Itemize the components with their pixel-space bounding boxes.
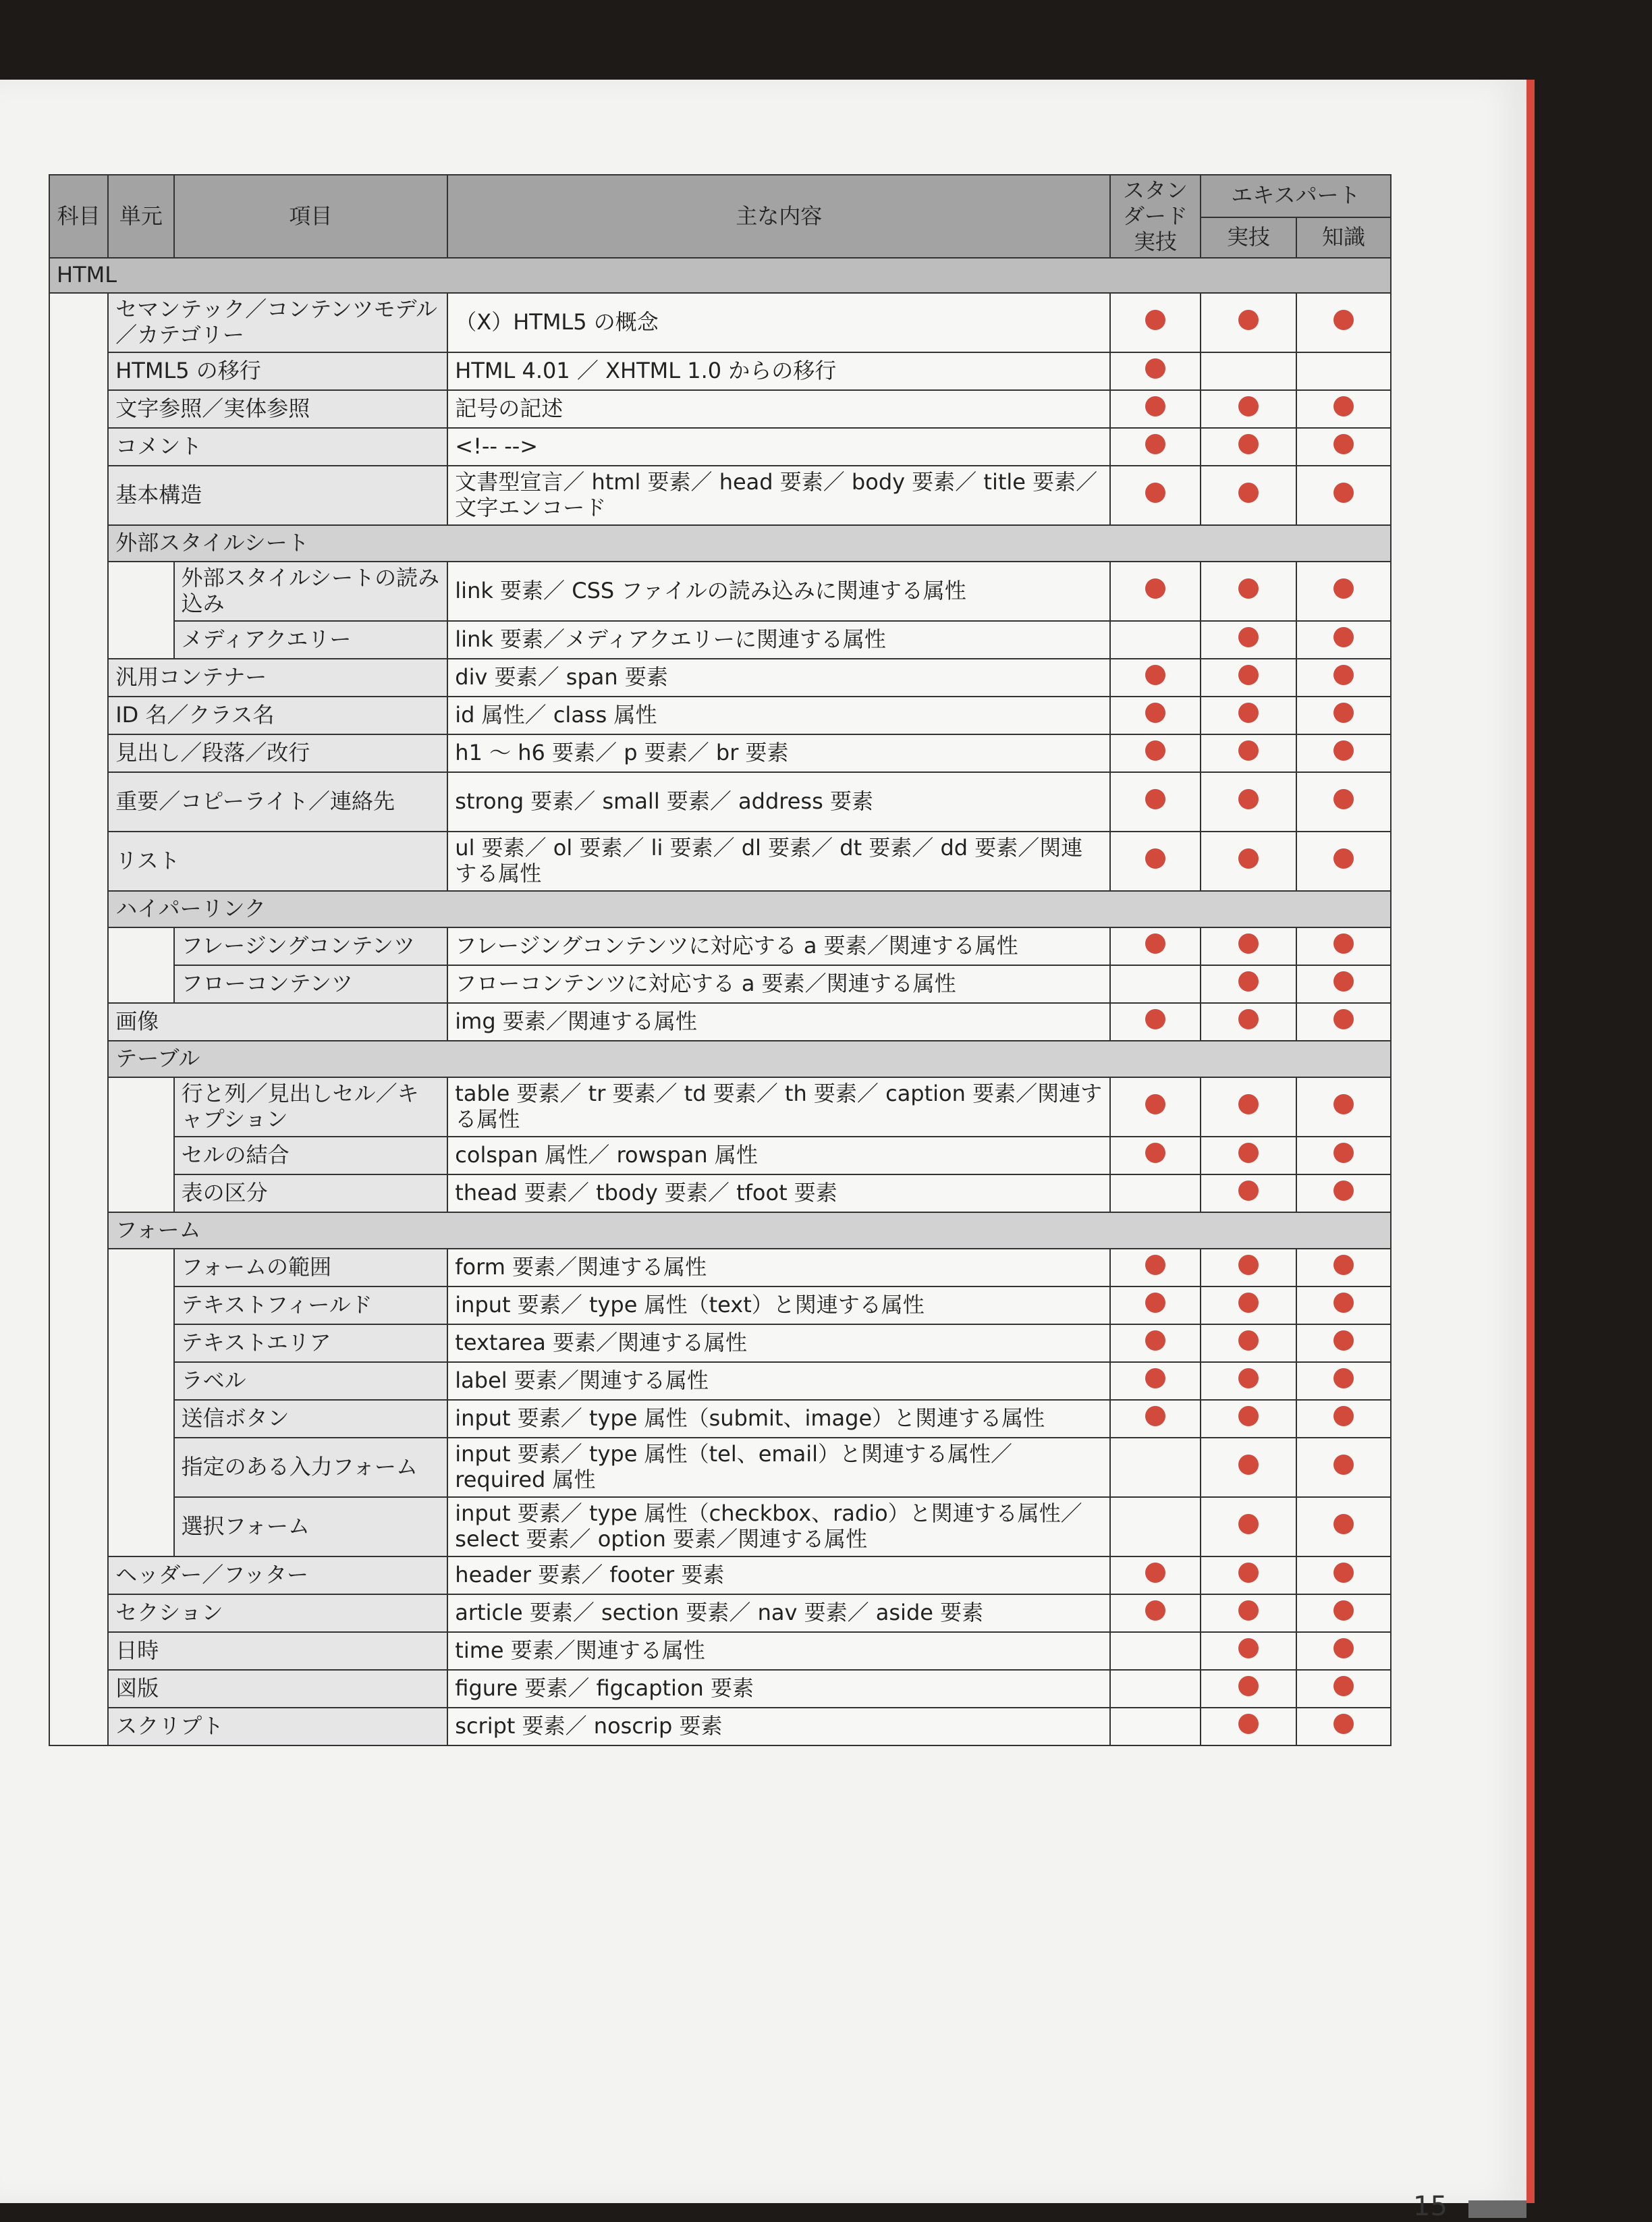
expert-skill-mark [1238,1330,1259,1351]
expert-knowledge-mark-cell [1296,734,1391,772]
item-name: 日時 [108,1632,447,1670]
table-row [49,1174,1391,1212]
section-row [49,1041,1391,1077]
header-item: 項目 [174,175,448,258]
expert-knowledge-mark-cell [1296,1438,1391,1497]
expert-knowledge-mark-cell [1296,562,1391,621]
standard-skill-mark [1145,1330,1165,1351]
item-name: ラベル [174,1362,448,1400]
item-content: （X）HTML5 の概念 [447,293,1110,352]
standard-skill-mark-cell [1110,772,1201,832]
table-row [49,1438,1391,1497]
standard-skill-mark-cell [1110,1438,1201,1497]
item-content: 文書型宣言／ html 要素／ head 要素／ body 要素／ title 要素／文字エンコード [447,466,1110,525]
standard-skill-mark [1145,933,1165,954]
standard-skill-mark-cell [1110,1286,1201,1324]
table-row [49,832,1391,891]
expert-skill-mark [1238,483,1259,503]
syllabus-body [49,258,1391,1745]
expert-knowledge-mark-cell [1296,1362,1391,1400]
standard-skill-mark [1145,434,1165,454]
expert-knowledge-mark-cell [1296,697,1391,734]
standard-skill-mark-cell [1110,1632,1201,1670]
expert-skill-mark [1238,434,1259,454]
item-content: colspan 属性／ rowspan 属性 [447,1137,1110,1174]
expert-skill-mark [1238,1638,1259,1658]
expert-skill-mark-cell [1201,466,1296,525]
item-name: 行と列／見出しセル／キャプション [174,1077,448,1137]
expert-skill-mark-cell [1201,1174,1296,1212]
item-content: form 要素／関連する属性 [447,1249,1110,1286]
expert-skill-mark [1238,578,1259,599]
expert-knowledge-mark-cell [1296,1632,1391,1670]
standard-skill-mark [1145,310,1165,330]
header-standard [1110,175,1201,258]
header-standard-label: スタンダード [1123,178,1188,229]
expert-knowledge-mark [1333,1009,1354,1029]
standard-skill-mark-cell [1110,1174,1201,1212]
standard-skill-mark-cell [1110,428,1201,466]
table-row [49,1400,1391,1438]
expert-knowledge-mark [1333,1514,1354,1534]
expert-skill-mark [1238,1368,1259,1388]
standard-skill-mark [1145,358,1165,379]
page-number: 15 [1413,2191,1448,2222]
expert-skill-mark-cell [1201,1632,1296,1670]
standard-skill-mark-cell [1110,1708,1201,1745]
item-content: textarea 要素／関連する属性 [447,1324,1110,1362]
expert-skill-mark [1238,1255,1259,1275]
standard-skill-mark [1145,1406,1165,1426]
expert-skill-mark [1238,1094,1259,1114]
table-row [49,1632,1391,1670]
item-name: 基本構造 [108,466,447,525]
expert-knowledge-mark-cell [1296,293,1391,352]
item-content: link 要素／メディアクエリーに関連する属性 [447,621,1110,659]
expert-skill-mark [1238,933,1259,954]
item-content: <!-- --> [447,428,1110,466]
item-name: 汎用コンテナー [108,659,447,697]
standard-skill-mark-cell [1110,1362,1201,1400]
item-content: script 要素／ noscrip 要素 [447,1708,1110,1745]
table-row [49,1708,1391,1745]
item-content: input 要素／ type 属性（text）と関連する属性 [447,1286,1110,1324]
expert-skill-mark-cell [1201,1556,1296,1594]
expert-knowledge-mark [1333,1143,1354,1163]
standard-skill-mark-cell [1110,352,1201,390]
expert-knowledge-mark-cell [1296,1708,1391,1745]
item-name: フレージングコンテンツ [174,927,448,965]
expert-knowledge-mark [1333,1676,1354,1696]
expert-skill-mark-cell [1201,293,1296,352]
header-standard-skill: 実技 [1134,228,1178,254]
expert-knowledge-mark-cell [1296,1324,1391,1362]
item-name: ID 名／クラス名 [108,697,447,734]
expert-knowledge-mark [1333,1714,1354,1734]
item-content: img 要素／関連する属性 [447,1003,1110,1041]
expert-skill-mark [1238,971,1259,992]
expert-knowledge-mark-cell [1296,1286,1391,1324]
item-content: table 要素／ tr 要素／ td 要素／ th 要素／ caption 要素／関連する属性 [447,1077,1110,1137]
expert-skill-mark [1238,1181,1259,1201]
expert-knowledge-mark [1333,1181,1354,1201]
expert-knowledge-mark-cell [1296,1137,1391,1174]
item-content: link 要素／ CSS ファイルの読み込みに関連する属性 [447,562,1110,621]
item-name: フローコンテンツ [174,965,448,1003]
subject-row [49,258,1391,293]
table-row [49,1362,1391,1400]
expert-skill-mark-cell [1201,1137,1296,1174]
expert-skill-mark [1238,1009,1259,1029]
item-content: input 要素／ type 属性（checkbox、radio）と関連する属性／ select 要素／ option 要素／関連する属性 [447,1497,1110,1556]
expert-knowledge-mark [1333,1600,1354,1621]
item-name: 見出し／段落／改行 [108,734,447,772]
expert-knowledge-mark [1333,1406,1354,1426]
expert-knowledge-mark [1333,434,1354,454]
expert-skill-mark [1238,627,1259,647]
expert-skill-mark [1238,310,1259,330]
standard-skill-mark-cell [1110,293,1201,352]
expert-knowledge-mark [1333,971,1354,992]
item-content: h1 ～ h6 要素／ p 要素／ br 要素 [447,734,1110,772]
expert-skill-mark [1238,1563,1259,1583]
expert-knowledge-mark-cell [1296,1556,1391,1594]
standard-skill-mark-cell [1110,1137,1201,1174]
header-expert: エキスパート [1201,175,1391,217]
standard-skill-mark-cell [1110,1497,1201,1556]
standard-skill-mark [1145,1255,1165,1275]
expert-knowledge-mark [1333,740,1354,761]
expert-knowledge-mark-cell [1296,1497,1391,1556]
expert-knowledge-mark [1333,1368,1354,1388]
table-row [49,734,1391,772]
unit-gap-cell [108,562,173,659]
expert-skill-mark-cell [1201,927,1296,965]
item-name: テキストフィールド [174,1286,448,1324]
item-name: スクリプト [108,1708,447,1745]
syllabus-table [49,174,1392,1746]
table-row [49,466,1391,525]
expert-knowledge-mark [1333,396,1354,416]
expert-skill-mark [1238,1600,1259,1621]
expert-knowledge-mark-cell [1296,1594,1391,1632]
item-name: テキストエリア [174,1324,448,1362]
expert-knowledge-mark-cell [1296,1077,1391,1137]
expert-skill-mark-cell [1201,1003,1296,1041]
table-row [49,621,1391,659]
expert-skill-mark-cell [1201,1438,1296,1497]
expert-skill-mark [1238,1714,1259,1734]
item-content: div 要素／ span 要素 [447,659,1110,697]
header-row [49,175,1391,217]
expert-skill-mark-cell [1201,1249,1296,1286]
standard-skill-mark [1145,483,1165,503]
expert-knowledge-mark-cell [1296,772,1391,832]
item-name: 送信ボタン [174,1400,448,1438]
item-name: 重要／コピーライト／連絡先 [108,772,447,832]
expert-skill-mark-cell [1201,1670,1296,1708]
expert-skill-mark-cell [1201,352,1296,390]
table-row [49,1137,1391,1174]
item-name: セマンテック／コンテンツモデル／カテゴリー [108,293,447,352]
expert-knowledge-mark-cell [1296,1249,1391,1286]
expert-skill-mark [1238,1455,1259,1475]
expert-skill-mark [1238,1143,1259,1163]
expert-skill-mark [1238,848,1259,869]
table-row [49,697,1391,734]
header-expert-skill: 実技 [1201,217,1296,259]
expert-knowledge-mark [1333,578,1354,599]
expert-knowledge-mark-cell [1296,428,1391,466]
standard-skill-mark [1145,1293,1165,1313]
book-page [0,80,1535,2222]
standard-skill-mark-cell [1110,1249,1201,1286]
table-row [49,1286,1391,1324]
item-content: 記号の記述 [447,390,1110,428]
expert-skill-mark-cell [1201,832,1296,891]
item-name: リスト [108,832,447,891]
expert-skill-mark [1238,1293,1259,1313]
section-label: ハイパーリンク [108,891,1391,927]
expert-skill-mark-cell [1201,1594,1296,1632]
table-row [49,1249,1391,1286]
standard-skill-mark [1145,1009,1165,1029]
table-row [49,352,1391,390]
item-name: 選択フォーム [174,1497,448,1556]
table-row [49,1556,1391,1594]
expert-skill-mark-cell [1201,965,1296,1003]
item-content: input 要素／ type 属性（submit、image）と関連する属性 [447,1400,1110,1438]
standard-skill-mark-cell [1110,1324,1201,1362]
expert-knowledge-mark [1333,665,1354,685]
expert-knowledge-mark-cell [1296,1003,1391,1041]
standard-skill-mark-cell [1110,1003,1201,1041]
expert-skill-mark [1238,1514,1259,1534]
standard-skill-mark [1145,1094,1165,1114]
item-content: フローコンテンツに対応する a 要素／関連する属性 [447,965,1110,1003]
expert-knowledge-mark [1333,1293,1354,1313]
standard-skill-mark-cell [1110,1400,1201,1438]
table-row [49,428,1391,466]
expert-knowledge-mark [1333,1255,1354,1275]
expert-skill-mark-cell [1201,1708,1296,1745]
item-content: HTML 4.01 ／ XHTML 1.0 からの移行 [447,352,1110,390]
expert-knowledge-mark [1333,1563,1354,1583]
section-row [49,891,1391,927]
table-row [49,1594,1391,1632]
expert-skill-mark-cell [1201,772,1296,832]
table-row [49,659,1391,697]
item-content: strong 要素／ small 要素／ address 要素 [447,772,1110,832]
expert-skill-mark [1238,1406,1259,1426]
item-name: HTML5 の移行 [108,352,447,390]
item-name: セクション [108,1594,447,1632]
standard-skill-mark [1145,1600,1165,1621]
item-name: フォームの範囲 [174,1249,448,1286]
standard-skill-mark [1145,789,1165,809]
item-name: ヘッダー／フッター [108,1556,447,1594]
expert-knowledge-mark-cell [1296,965,1391,1003]
section-row [49,1212,1391,1249]
subject-label: HTML [49,258,1391,293]
expert-knowledge-mark [1333,1455,1354,1475]
table-row [49,772,1391,832]
header-unit: 単元 [108,175,173,258]
expert-knowledge-mark-cell [1296,352,1391,390]
table-row [49,390,1391,428]
header-expert-knowledge: 知識 [1296,217,1391,259]
item-content: ul 要素／ ol 要素／ li 要素／ dl 要素／ dt 要素／ dd 要素／関連する属性 [447,832,1110,891]
expert-knowledge-mark [1333,933,1354,954]
item-content: id 属性／ class 属性 [447,697,1110,734]
item-content: thead 要素／ tbody 要素／ tfoot 要素 [447,1174,1110,1212]
item-content: time 要素／関連する属性 [447,1632,1110,1670]
expert-skill-mark [1238,665,1259,685]
expert-knowledge-mark [1333,1094,1354,1114]
table-row [49,965,1391,1003]
item-name: セルの結合 [174,1137,448,1174]
expert-knowledge-mark-cell [1296,659,1391,697]
item-name: 画像 [108,1003,447,1041]
item-name: 指定のある入力フォーム [174,1438,448,1497]
item-name: コメント [108,428,447,466]
expert-skill-mark [1238,1676,1259,1696]
item-name: 図版 [108,1670,447,1708]
standard-skill-mark-cell [1110,1077,1201,1137]
expert-skill-mark-cell [1201,390,1296,428]
header-content: 主な内容 [447,175,1110,258]
expert-knowledge-mark-cell [1296,621,1391,659]
item-name: 文字参照／実体参照 [108,390,447,428]
expert-knowledge-mark [1333,483,1354,503]
table-row [49,927,1391,965]
standard-skill-mark-cell [1110,659,1201,697]
standard-skill-mark [1145,1563,1165,1583]
item-name: メディアクエリー [174,621,448,659]
expert-knowledge-mark [1333,310,1354,330]
expert-skill-mark-cell [1201,1400,1296,1438]
expert-skill-mark-cell [1201,428,1296,466]
item-content: フレージングコンテンツに対応する a 要素／関連する属性 [447,927,1110,965]
table-row [49,1324,1391,1362]
item-content: input 要素／ type 属性（tel、email）と関連する属性／ required 属性 [447,1438,1110,1497]
expert-knowledge-mark-cell [1296,1174,1391,1212]
expert-skill-mark [1238,703,1259,723]
table-row [49,1077,1391,1137]
expert-skill-mark-cell [1201,1362,1296,1400]
expert-skill-mark-cell [1201,621,1296,659]
standard-skill-mark-cell [1110,965,1201,1003]
section-label: 外部スタイルシート [108,525,1391,562]
expert-knowledge-mark [1333,848,1354,869]
expert-skill-mark-cell [1201,697,1296,734]
expert-knowledge-mark [1333,789,1354,809]
expert-skill-mark [1238,740,1259,761]
standard-skill-mark [1145,740,1165,761]
item-content: label 要素／関連する属性 [447,1362,1110,1400]
standard-skill-mark-cell [1110,927,1201,965]
expert-skill-mark-cell [1201,734,1296,772]
standard-skill-mark [1145,396,1165,416]
unit-gap-cell [108,927,173,1003]
standard-skill-mark-cell [1110,562,1201,621]
expert-knowledge-mark-cell [1296,832,1391,891]
item-content: header 要素／ footer 要素 [447,1556,1110,1594]
expert-skill-mark-cell [1201,1077,1296,1137]
expert-skill-mark-cell [1201,1497,1296,1556]
standard-skill-mark [1145,1368,1165,1388]
expert-knowledge-mark [1333,703,1354,723]
expert-skill-mark [1238,396,1259,416]
standard-skill-mark-cell [1110,1670,1201,1708]
expert-skill-mark [1238,789,1259,809]
item-name: 外部スタイルシートの読み込み [174,562,448,621]
expert-skill-mark-cell [1201,1324,1296,1362]
standard-skill-mark-cell [1110,832,1201,891]
expert-knowledge-mark-cell [1296,390,1391,428]
expert-skill-mark-cell [1201,1286,1296,1324]
section-label: フォーム [108,1212,1391,1249]
standard-skill-mark-cell [1110,466,1201,525]
standard-skill-mark [1145,703,1165,723]
table-row [49,562,1391,621]
expert-knowledge-mark [1333,627,1354,647]
item-content: figure 要素／ figcaption 要素 [447,1670,1110,1708]
standard-skill-mark [1145,1143,1165,1163]
standard-skill-mark-cell [1110,621,1201,659]
expert-knowledge-mark-cell [1296,1400,1391,1438]
standard-skill-mark-cell [1110,734,1201,772]
expert-knowledge-mark-cell [1296,466,1391,525]
item-content: article 要素／ section 要素／ nav 要素／ aside 要素 [447,1594,1110,1632]
standard-skill-mark [1145,665,1165,685]
standard-skill-mark [1145,578,1165,599]
section-label: テーブル [108,1041,1391,1077]
section-row [49,525,1391,562]
item-name: 表の区分 [174,1174,448,1212]
expert-knowledge-mark-cell [1296,1670,1391,1708]
table-row [49,1497,1391,1556]
table-row [49,1003,1391,1041]
standard-skill-mark-cell [1110,1556,1201,1594]
table-row [49,1670,1391,1708]
standard-skill-mark [1145,848,1165,869]
expert-skill-mark-cell [1201,659,1296,697]
standard-skill-mark-cell [1110,1594,1201,1632]
standard-skill-mark-cell [1110,390,1201,428]
header-subject: 科目 [49,175,108,258]
expert-knowledge-mark [1333,1330,1354,1351]
expert-knowledge-mark-cell [1296,927,1391,965]
expert-skill-mark-cell [1201,562,1296,621]
table-row [49,293,1391,352]
standard-skill-mark-cell [1110,697,1201,734]
unit-gap-cell [108,1077,173,1212]
subject-gap-cell [49,293,108,1745]
expert-knowledge-mark [1333,1638,1354,1658]
unit-gap-cell [108,1249,173,1556]
